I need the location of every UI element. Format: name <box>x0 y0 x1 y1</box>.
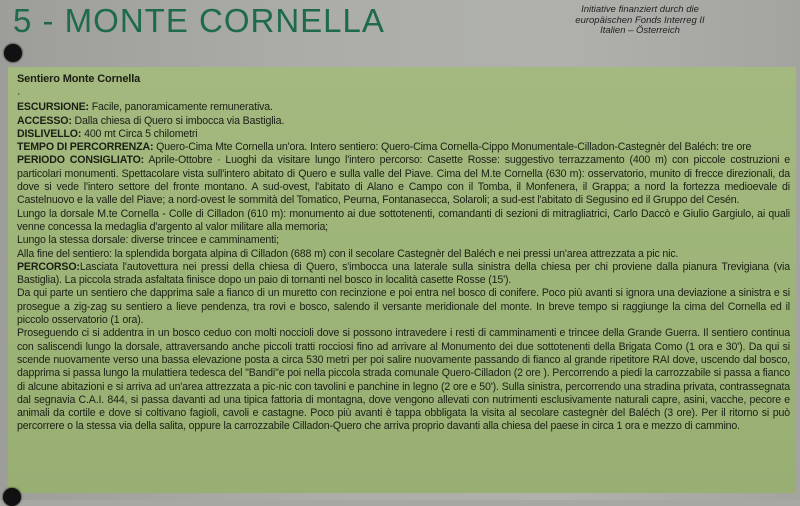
section-label: DISLIVELLO: <box>17 127 82 140</box>
sign-content <box>17 73 790 434</box>
section-periodo <box>17 154 790 207</box>
section-text: Lasciata l'autovettura nei pressi della chiesa di Quero, s'imbocca una laterale sulla sinistra della chiesa per chi proviene dalla pianura Trevigiana (via Bastiglia). La piccola strada asfaltata finisce dopo un paio di tornanti nel bosco in località casette Rosse (15'). <box>17 260 790 287</box>
section-label: PERCORSO: <box>17 260 80 273</box>
funding-line: Italien – Österreich <box>600 25 680 36</box>
trail-heading: Sentiero Monte Cornella <box>17 73 141 85</box>
sign-title: 5 - MONTE CORNELLA <box>13 2 385 39</box>
section-dislivello <box>17 128 790 141</box>
section-label: ESCURSIONE: <box>17 101 89 114</box>
mounting-hole-bottom <box>3 488 21 506</box>
section-escursione <box>17 101 790 114</box>
section-text: Aprile-Ottobre · Luoghi da visitare lungo l'intero percorso: Casette Rosse: suggestivo terrazzamento (400 m) con piccole costruzioni e particolari monumenti. Spettacolare vista sull'intero abitato di Quero e sulla valle del Piave. Cima del M.te Cornella (630 m): osservatorio, munito di frecce direzionali, da dove si vede l'intero settore del fronte montano. A sud-ovest, l'abitato di Alano e Campo con il Tomba, il Monfenera, il Grappa; a nord la fortezza medioevale di Castelnuovo e la valle del Piave; a nord-ovest le sommità del Tomatico, Peurna, Fontanasecca, Solaroli; a sud-est l'abitato di Segusino ed il Gruppo del Cesén. <box>17 154 790 207</box>
separator-dot: · <box>17 88 21 101</box>
section-label: TEMPO DI PERCORRENZA: <box>17 141 154 154</box>
section-text: Facile, panoramicamente remunerativa. <box>88 101 273 114</box>
percorso-paragraph: Da qui parte un sentiero che dapprima sale a fianco di un muretto con recinzione e poi entra nel bosco di conifere. Poco più avanti si ignora una deviazione a sinistra e si prosegue a zig-zag su sentiero a lieve pendenza, tra rovi e bosco, salendo il versante meridionale del monte. In breve tempo si raggiunge la cima del Cornella ed il piccolo osservatorio (1 ora). <box>17 287 790 327</box>
funding-line: europäischen Fonds Interreg II <box>575 14 705 26</box>
section-label: ACCESSO: <box>17 114 72 127</box>
section-text: 400 mt Circa 5 chilometri <box>81 127 198 140</box>
periodo-line: Alla fine del sentiero: la splendida borgata alpina di Cilladon (688 m) con il secolare Castegnèr del Baléch e nei pressi un'area attrezzata a pic nic. <box>17 247 679 260</box>
section-percorso <box>17 261 790 288</box>
section-text: Dalla chiesa di Quero si imbocca via Bastiglia. <box>71 114 285 127</box>
section-label: PERIODO CONSIGLIATO: <box>17 154 145 167</box>
periodo-line: Lungo la stessa dorsale: diverse trincee e camminamenti; <box>17 234 279 247</box>
mounting-hole-top <box>4 44 22 62</box>
section-tempo <box>17 141 790 154</box>
section-accesso <box>17 115 790 128</box>
funding-line: Initiative finanziert durch die <box>581 4 699 15</box>
section-text: Quero-Cima Mte Cornella un'ora. Intero sentiero: Quero-Cima Cornella-Cippo Monumentale-Cilladon-Castegnèr del Baléch: tre ore <box>153 141 752 154</box>
funding-note <box>560 5 720 37</box>
percorso-paragraph: Proseguendo ci si addentra in un bosco ceduo con molti noccioli dove si possono intravedere i resti di camminamenti e trincee della Grande Guerra. Il sentiero continua con saliscendi lungo la dorsale, attraversando anche piccoli tratti rocciosi fino ad arrivare al Monumento dei due sottotenenti della Brigata Como (1 ora e 30'). Da qui si scende nuovamente verso una bassa elevazione posta a circa 530 metri per poi salire nuovamente passando di fianco al grande ripetitore RAI dove, uscendo dal bosco, dapprima si passa lungo la mulattiera tedesca del "Bandi"e poi nella piccola strada comunale Quero-Cilladon (2 ore ). Percorrendo a piedi la carrozzabile si passa a fianco di alcune abitazioni e si arriva ad un'area attrezzata a pic-nic con tavolini e panchine in legno (2 ore e 50'). Sulla sinistra, percorrendo una stradina privata, contrassegnata dal segnavia C.A.I. 844, si passa davanti ad una tipica fattoria di montagna, dove vengono allevati con nutrimenti esclusivamente naturali capre, asini, vacche, pecore e animali da cortile e dove si coltivano fagioli, cavoli e castagne. Poco più avanti è tappa obbligata la visita al secolare castegnèr del Baléch (3 ore). Per il ritorno si può percorrere o la stessa via della salita, oppure la carrozzabile Cilladon-Quero che arriva proprio davanti alla chiesa del paese in circa 1 ora e mezzo di cammino. <box>17 327 790 433</box>
periodo-line: Lungo la dorsale M.te Cornella - Colle di Cilladon (610 m): monumento ai due sottotenenti, comandanti di sezioni di mitragliatrici, Carlo Daccò e Giulio Gargiulo, ai quali venne concessa la medaglia d'argento al valor militare alla memoria; <box>17 207 790 233</box>
